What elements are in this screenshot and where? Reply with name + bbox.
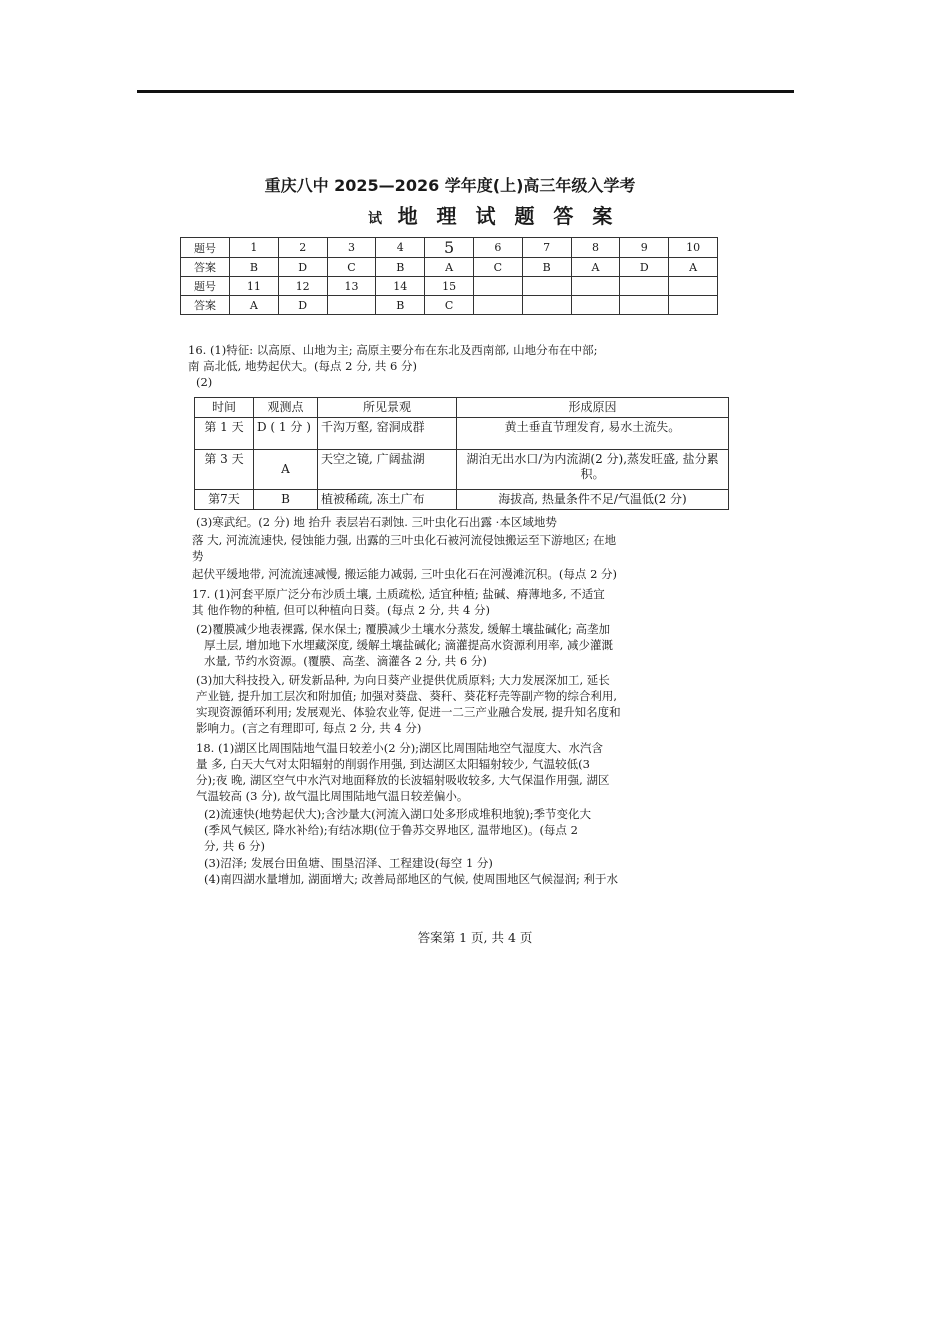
answer-cell: A — [669, 258, 718, 277]
q18-part1-line1: 18. (1)湖区比周围陆地气温日较差小(2 分);湖区比周围陆地空气湿度大、水汽含 — [196, 741, 604, 755]
page-footer: 答案第 1 页, 共 4 页 — [417, 930, 533, 945]
q16-part3-line1: (3)寒武纪。(2 分) 地 抬升 表层岩石剥蚀. 三叶虫化石出露 ·本区域地势 — [196, 515, 557, 529]
answer-cell — [473, 296, 522, 315]
num-cell — [571, 277, 620, 296]
answer-cell: A — [425, 258, 474, 277]
cell-reason: 湖泊无出水口/为内流湖(2 分),蒸发旺盛, 盐分累积。 — [457, 450, 729, 490]
answer-row-nums-2 — [181, 277, 718, 296]
header-time: 时间 — [195, 398, 254, 418]
num-cell: 6 — [473, 238, 522, 258]
q18-part3-line1: (3)沼泽; 发展台田鱼塘、围垦沼泽、工程建设(每空 1 分) — [204, 856, 493, 870]
q16-part1-line1: 16. (1)特征: 以高原、山地为主; 高原主要分布在东北及西南部, 山地分布在中部; — [188, 343, 598, 357]
answer-cell — [669, 296, 718, 315]
answer-cell: D — [278, 296, 327, 315]
cell-time: 第 1 天 — [195, 418, 254, 450]
q17-part2-line2: 厚土层, 增加地下水埋藏深度, 缓解土壤盐碱化; 滴灌提高水资源利用率, 减少灌溉 — [204, 638, 613, 652]
answer-cell: B — [376, 296, 425, 315]
num-cell — [473, 277, 522, 296]
observation-row — [195, 450, 729, 490]
answer-cell: A — [571, 258, 620, 277]
answer-cell: B — [376, 258, 425, 277]
q16-part3-line2: 落 大, 河流流速快, 侵蚀能力强, 出露的三叶虫化石被河流侵蚀搬运至下游地区; 在地 — [192, 533, 617, 547]
label-cell: 题号 — [181, 277, 230, 296]
q18-part2-line1: (2)流速快(地势起伏大);含沙量大(河流入湖口处多形成堆积地貌);季节变化大 — [204, 807, 591, 821]
q18-part1-line2: 量 多, 白天大气对太阳辐射的削弱作用强, 到达湖区太阳辐射较少, 气温较低(3 — [196, 757, 590, 771]
label-cell: 答案 — [181, 296, 230, 315]
q17-part3-line4: 影响力。(言之有理即可, 每点 2 分, 共 4 分) — [196, 721, 422, 735]
observation-row — [195, 418, 729, 450]
num-cell: 3 — [327, 238, 376, 258]
num-cell: 5 — [425, 238, 474, 258]
answer-cell: D — [620, 258, 669, 277]
header-point: 观测点 — [254, 398, 318, 418]
q17-part1-line1: 17. (1)河套平原广泛分布沙质土壤, 土质疏松, 适宜种植; 盐碱、瘠薄地多, 不适宜 — [192, 587, 605, 601]
title-main: 地 理 试 题 答 案 — [397, 204, 619, 228]
header-reason: 形成原因 — [457, 398, 729, 418]
cell-scene: 千沟万壑, 窑洞成群 — [318, 418, 457, 450]
num-cell: 7 — [522, 238, 571, 258]
q17-part3-line2: 产业链, 提升加工层次和附加值; 加强对葵盘、葵秆、葵花籽壳等副产物的综合利用, — [196, 689, 617, 703]
answer-row-answers-2 — [181, 296, 718, 315]
header-scene: 所见景观 — [318, 398, 457, 418]
num-cell: 8 — [571, 238, 620, 258]
answer-cell — [522, 296, 571, 315]
q16-part1-line2: 南 高北低, 地势起伏大。(每点 2 分, 共 6 分) — [188, 359, 418, 373]
num-cell — [522, 277, 571, 296]
num-cell: 11 — [230, 277, 279, 296]
answer-cell — [327, 296, 376, 315]
answer-cell: C — [327, 258, 376, 277]
answer-table — [180, 237, 718, 315]
observation-header-row — [195, 398, 729, 418]
num-cell: 14 — [376, 277, 425, 296]
q17-part2-line3: 水量, 节约水资源。(覆膜、高垄、滴灌各 2 分, 共 6 分) — [204, 654, 487, 668]
cell-time: 第 3 天 — [195, 450, 254, 490]
answer-cell: C — [473, 258, 522, 277]
q17-part3-line1: (3)加大科技投入, 研发新品种, 为向日葵产业提供优质原料; 大力发展深加工, 延长 — [196, 673, 610, 687]
answer-cell: A — [230, 296, 279, 315]
q18-part1-line4: 气温较高 (3 分), 故气温比周围陆地气温日较差偏小。 — [196, 789, 469, 803]
exam-title: 重庆八中 2025—2026 学年度(上)高三年级入学考 — [264, 176, 636, 195]
q18-part2-line2: (季风气候区, 降水补给);有结冰期(位于鲁苏交界地区, 温带地区)。(每点 2 — [204, 823, 578, 837]
q18-part2-line3: 分, 共 6 分) — [204, 839, 265, 853]
q17-part2-line1: (2)覆膜减少地表裸露, 保水保土; 覆膜减少土壤水分蒸发, 缓解土壤盐碱化; 高垄加 — [196, 622, 610, 636]
title-prefix: 试 — [368, 211, 382, 227]
num-cell: 10 — [669, 238, 718, 258]
answer-cell: B — [522, 258, 571, 277]
cell-point: B — [254, 490, 318, 510]
answer-cell — [620, 296, 669, 315]
observation-row — [195, 490, 729, 510]
label-cell: 答案 — [181, 258, 230, 277]
observation-table — [194, 397, 729, 510]
q17-part1-line2: 其 他作物的种植, 但可以种植向日葵。(每点 2 分, 共 4 分) — [192, 603, 491, 617]
cell-reason: 海拔高, 热量条件不足/气温低(2 分) — [457, 490, 729, 510]
num-cell: 1 — [230, 238, 279, 258]
num-cell — [620, 277, 669, 296]
cell-scene: 天空之镜, 广阔盐湖 — [318, 450, 457, 490]
answer-cell — [571, 296, 620, 315]
q16-part3-line4: 起伏平缓地带, 河流流速减慢, 搬运能力减弱, 三叶虫化石在河漫滩沉积。(每点 2 分) — [192, 567, 618, 581]
q18-part4-line1: (4)南四湖水量增加, 湖面增大; 改善局部地区的气候, 使周围地区气候湿润; 利于水 — [204, 872, 618, 886]
cell-point: D ( 1 分 ) — [254, 418, 318, 450]
header-rule — [137, 90, 794, 93]
num-cell: 9 — [620, 238, 669, 258]
q16-part3-line3: 势 — [192, 549, 204, 563]
cell-time: 第7天 — [195, 490, 254, 510]
exam-subtitle — [368, 200, 618, 229]
q16-part2-label: (2) — [196, 375, 213, 389]
q17-part3-line3: 实现资源循环利用; 发展观光、体验农业等, 促进一二三产业融合发展, 提升知名度和 — [196, 705, 621, 719]
answer-cell: B — [230, 258, 279, 277]
answer-row-nums-1 — [181, 238, 718, 258]
cell-point: A — [254, 450, 318, 490]
num-cell: 12 — [278, 277, 327, 296]
num-cell: 2 — [278, 238, 327, 258]
num-cell: 13 — [327, 277, 376, 296]
label-cell: 题号 — [181, 238, 230, 258]
num-cell: 15 — [425, 277, 474, 296]
cell-scene: 植被稀疏, 冻土广布 — [318, 490, 457, 510]
cell-reason: 黄土垂直节理发育, 易水土流失。 — [457, 418, 729, 450]
num-cell: 4 — [376, 238, 425, 258]
answer-cell: D — [278, 258, 327, 277]
answer-row-answers-1 — [181, 258, 718, 277]
answer-cell: C — [425, 296, 474, 315]
q18-part1-line3: 分);夜 晚, 湖区空气中水汽对地面释放的长波辐射吸收较多, 大气保温作用强, 湖区 — [196, 773, 610, 787]
num-cell — [669, 277, 718, 296]
